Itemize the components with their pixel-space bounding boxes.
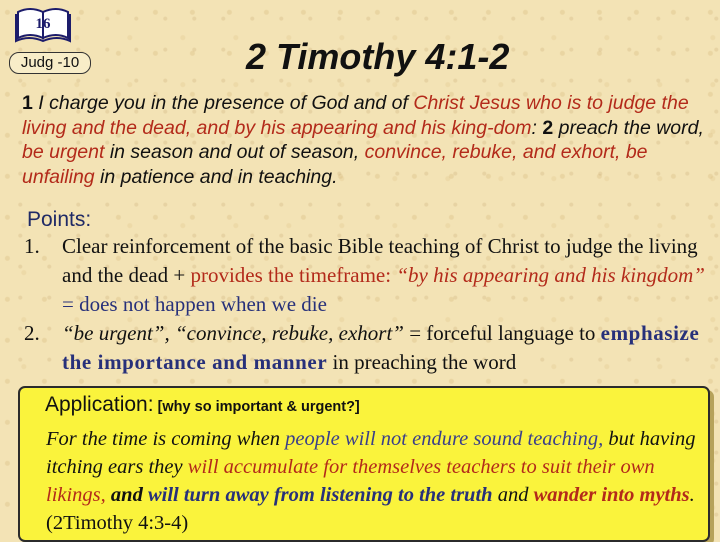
scripture-highlight: convince, rebuke, and exhort, be unfailing	[22, 141, 648, 188]
reference-pill: Judg -10	[9, 52, 91, 74]
scripture-highlight: Christ Jesus who is to judge the living and the dead, and by his appearing and his king-dom	[22, 92, 689, 139]
verse-number: 2	[542, 116, 554, 139]
page-title: 2 Timothy 4:1-2	[246, 36, 510, 77]
point-text: Clear reinforcement of the basic Bible teaching of Christ to judge the living and the dead +	[62, 234, 698, 287]
application-highlight: wander into myths	[533, 484, 690, 506]
point-text: in preaching the word	[327, 350, 517, 374]
point-text: = forceful language to	[403, 321, 601, 345]
scripture-segment: preach the word,	[553, 116, 704, 139]
application-segment: For the time is coming when	[46, 428, 286, 450]
application-heading-row	[45, 393, 360, 417]
application-segment: and	[492, 484, 534, 506]
scripture-segment: I charge you in the presence of God and of	[32, 92, 414, 114]
application-segment: but having itching ears they	[46, 428, 696, 478]
scripture-segment: in season and out of season,	[104, 141, 365, 163]
scripture-segment: in patience and in teaching.	[94, 165, 338, 188]
point-number: 1.	[24, 234, 40, 258]
application-subheading: [why so important & urgent?]	[157, 399, 360, 415]
application-highlight: will turn away from listening to the truth	[147, 484, 493, 506]
scripture-text	[22, 91, 712, 189]
application-highlight: people will not endure sound teaching,	[285, 428, 604, 450]
point-text: =	[62, 292, 80, 316]
point-highlight: emphasize the importance and manner	[62, 321, 700, 374]
application-highlight: will accumulate for themselves teachers to suit their own likings,	[46, 456, 655, 506]
points-list	[24, 232, 714, 377]
application-citation: (2Timothy 4:3-4)	[46, 512, 189, 534]
point-item	[24, 319, 714, 377]
point-quote: “be urgent”, “convince, rebuke, exhort”	[62, 321, 404, 345]
points-heading: Points:	[27, 208, 92, 231]
application-text	[46, 425, 710, 537]
point-quote: “by his appearing and his kingdom”	[396, 263, 705, 287]
verse-number: 1	[22, 92, 33, 114]
slide-number: 16	[35, 16, 51, 32]
scripture-segment: :	[531, 116, 543, 139]
point-highlight: does not happen when we die	[79, 292, 327, 316]
scripture-highlight: be urgent	[22, 141, 105, 163]
application-segment: .	[689, 484, 695, 506]
point-item	[24, 232, 714, 319]
point-highlight: provides the timeframe:	[190, 263, 397, 287]
application-heading: Application:	[45, 393, 154, 416]
application-segment: and	[105, 484, 148, 506]
book-badge	[14, 4, 72, 44]
point-number: 2.	[24, 321, 40, 345]
